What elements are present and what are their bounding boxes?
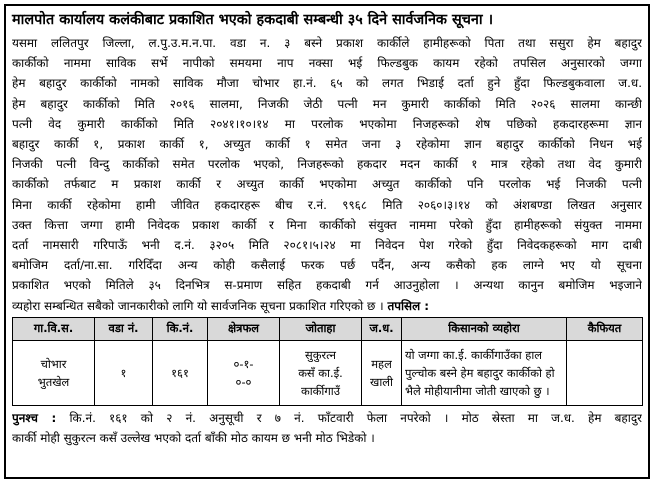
- postscript-line: [12, 408, 642, 428]
- cell-kitta: १६१: [153, 340, 208, 405]
- table-header-row: [13, 317, 643, 340]
- body-line: हेम बहादुर कार्कीको नामको साविक मौजा चोभार हा.नं. ६५ को लगत भिडाई दर्ता हुने हुँदा फिल्डबुकवाला ज.ध.: [12, 76, 642, 91]
- body-line: पत्नी वेद कुमारी कार्कीको मिति २०४१।१०।१४ मा परलोक भएकोमा निजहरूको शेष पछिको हकदारहरूमा ज्ञान: [12, 116, 642, 131]
- cell-line: सुकुरत्न: [305, 347, 336, 362]
- postscript-line: कार्की मोही सुकुरत्न कसँ उल्लेख भएको दर्ता बाँकी मोठ कायम छ भनी मोठ भिडेको ।: [12, 431, 375, 446]
- cell-line: ०-१-: [233, 356, 254, 371]
- cell-wada: १: [95, 340, 153, 405]
- table-row: [13, 340, 643, 405]
- cell-line: भैले मोहीयानीमा जोती खाएको छु ।: [405, 383, 550, 398]
- body-line: कार्कीको नाममा साविक सर्भे नापीको समयमा नाप नक्सा भई फिल्डबुक कायम रहेको तपसिल अनुसारको जग्गा: [12, 56, 642, 71]
- cell-line: भुतखेल: [37, 374, 70, 389]
- body-line: बमोजिम दर्ता/ना.सा. गरिदिँदा अन्य कोही कसैलाई फरक पर्छ पर्दैन, अन्य कसैको हक लाग्ने भए यो सूचना: [12, 258, 642, 273]
- body-line: बहादुर कार्की १, प्रकाश कार्की १, अच्युत कार्की १ समेत जना ३ रहेकोमा ज्ञान बहादुर कार्कीको निधन भई: [12, 137, 642, 152]
- cell-jotaha: [280, 340, 362, 405]
- cell-line: महल: [371, 356, 392, 371]
- body-line: हेम बहादुर कार्कीको मिति २०१६ सालमा, निजकी जेठी पत्नी मन कुमारी कार्कीको मिति २०२६ सालमा कान्छी: [12, 96, 642, 111]
- cell-line: चोभार: [40, 356, 67, 371]
- cell-line: ०-०: [235, 374, 252, 389]
- header-area: क्षेत्रफल: [208, 317, 280, 340]
- notice-title: मालपोत कार्यालय कलंकीबाट प्रकाशित भएको हकदाबी सम्बन्धी ३५ दिने सार्वजनिक सूचना ।: [12, 12, 494, 28]
- body-line-text: व्यहोरा सम्बन्धित सबैको जानकारीको लागि यो सार्वजनिक सूचना प्रकाशित गरिएको छ ।: [12, 298, 384, 313]
- cell-line: यो जग्गा का.ई. कार्कीगाउँका हाल: [405, 347, 543, 362]
- cell-area: [208, 340, 280, 405]
- header-wada: वडा नं.: [95, 317, 153, 340]
- notice-body: [12, 33, 642, 316]
- postscript: [12, 408, 642, 448]
- cell-line: कार्कीगाउँ: [300, 383, 340, 398]
- cell-line: खाली: [370, 374, 393, 389]
- body-line: प्रकाशित भएको मितिले ३५ दिनभित्र स-प्रमाण सहित हकदाबी गर्न आउनुहोला । अन्यथा कानुन बमोजिम भइजाने: [12, 278, 642, 293]
- cell-jadha: [362, 340, 402, 405]
- body-line-last: [12, 296, 642, 316]
- postscript-text: कि.नं. १६१ को २ नं. अनुसूची र ७ नं. फाँटवारी फेला नपरेको । मोठ स्रेस्ता मा ज.ध. हेम बहादुर: [56, 410, 642, 425]
- body-line: कार्कीको तर्फबाट म प्रकाश कार्की र अच्युत कार्की भएकोमा अच्युत कार्कीको पनि परलोक भई निजकी पत्नी: [12, 177, 642, 192]
- body-line: दर्ता नामसारी गरिपाऊँ भनी द.नं. ३२०५ मिति २०८१।५।२४ मा निवेदन पेश गरेको हुँदा निवेदकहरूको माग दाबी: [12, 238, 642, 253]
- body-line: मिना कार्की रहेकोमा हामी जीवित हकदारहरू बीच र.नं. ९९६८ मिति २०६०।३।१४ को अंशबण्डा लिखत अनुसार: [12, 197, 642, 212]
- land-details-table: [12, 317, 643, 406]
- body-line: उक्त कित्ता जग्गा हामी निवेदक प्रकाश कार्की र मिना कार्कीको संयुक्त नाममा परेको हुँदा हामीहरूको संयुक्त नाममा: [12, 217, 642, 232]
- header-kisan: किसानको व्यहोरा: [402, 317, 567, 340]
- cell-kisan: [402, 340, 567, 405]
- body-line: निजकी पत्नी विन्दु कार्कीको समेत परलोक भएको, निजहरूको हकदार मदन कार्की १ मात्र रहेको तथा वेद कुमारी: [12, 157, 642, 172]
- header-jadha: ज.ध.: [362, 317, 402, 340]
- header-kitta: कि.नं.: [153, 317, 208, 340]
- cell-line: पुल्चोक बस्ने हेम बहादुर कार्कीको हो: [405, 365, 555, 380]
- cell-line: कसँ का.ई.: [298, 365, 343, 380]
- cell-kaifiyat: [567, 340, 643, 405]
- cell-gabisa: [13, 340, 95, 405]
- public-notice: [4, 4, 650, 479]
- body-line: यसमा ललितपुर जिल्ला, ल.पु.उ.म.न.पा. वडा न. ३ बस्ने प्रकाश कार्कीले हामीहरूको पिता तथा ससुरा हेम बहादुर: [12, 36, 642, 50]
- header-gabisa: गा.वि.स.: [13, 317, 95, 340]
- header-jotaha: जोताहा: [280, 317, 362, 340]
- postscript-label: पुनश्च :: [12, 410, 57, 425]
- tapsil-label: तपसिल :: [387, 298, 430, 313]
- header-kaifiyat: कैफियत: [567, 317, 643, 340]
